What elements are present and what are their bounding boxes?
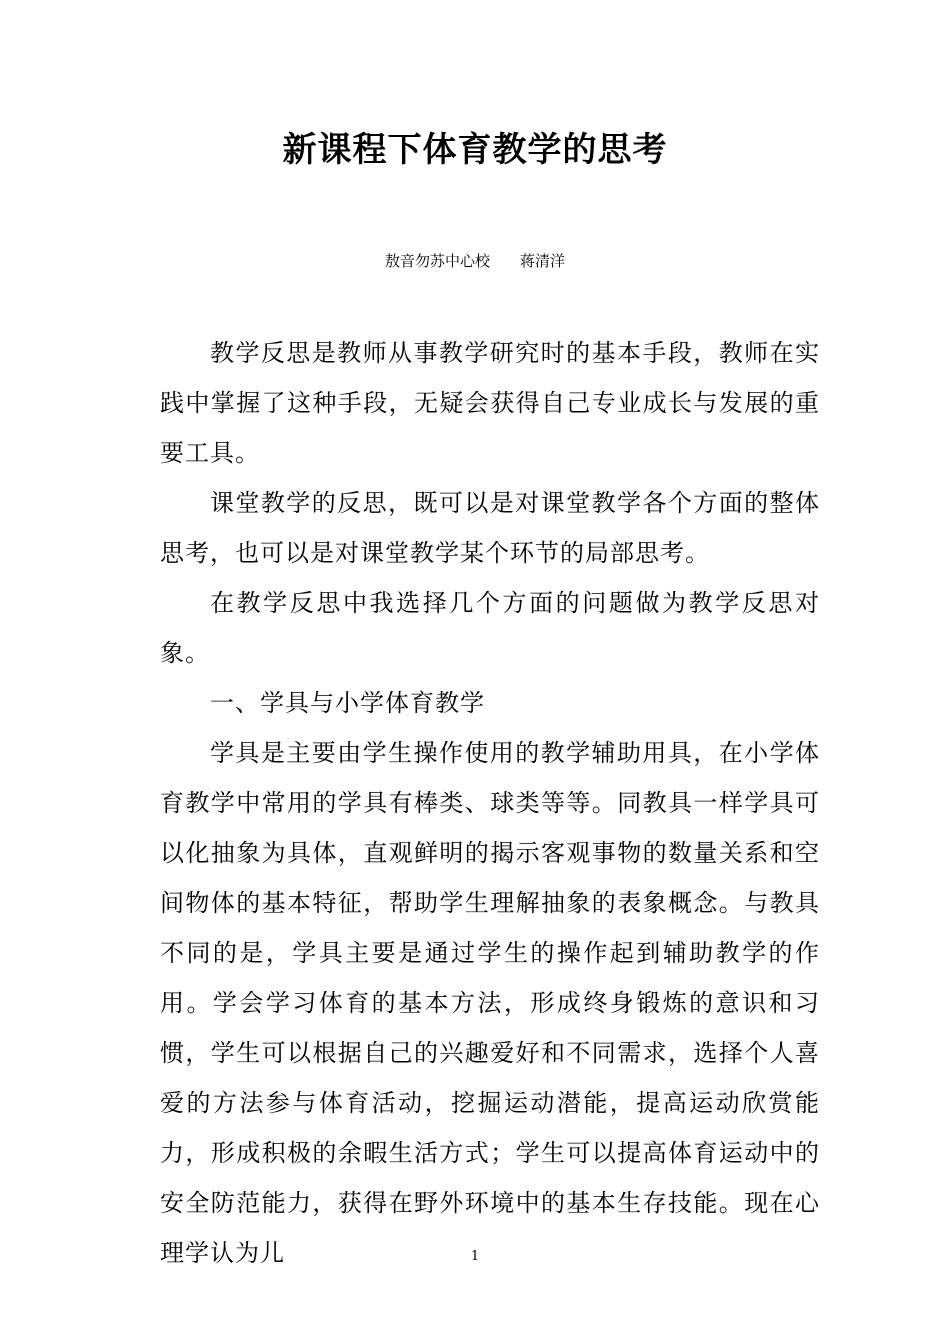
paragraph: 学具是主要由学生操作使用的教学辅助用具，在小学体育教学中常用的学具有棒类、球类等等。同教具一样学具可以化抽象为具体，直观鲜明的揭示客观事物的数量关系和空间物体的基本特征，帮助学生理解抽象的表象概念。与教具不同的是，学具主要是通过学生的操作起到辅助教学的作用。学会学习体育的基本方法，形成终身锻炼的意识和习惯，学生可以根据自己的兴趣爱好和不同需求，选择个人喜爱的方法参与体育活动，挖掘运动潜能，提高运动欣赏能力，形成积极的余暇生活方式；学生可以提高体育运动中的安全防范能力，获得在野外环境中的基本生存技能。现在心理学认为儿 (160, 739, 820, 1267)
byline-author: 蒋清洋 (520, 252, 566, 270)
section-heading: 一、学具与小学体育教学 (210, 689, 485, 717)
document-body (160, 328, 820, 1278)
paragraph: 在教学反思中我选择几个方面的问题做为教学反思对象。 (160, 589, 820, 667)
document-title: 新课程下体育教学的思考 (282, 130, 668, 170)
byline-school: 敖音勿苏中心校 (384, 252, 490, 270)
paragraph: 教学反思是教师从事教学研究时的基本手段，教师在实践中掌握了这种手段，无疑会获得自己专业成长与发展的重要工具。 (160, 339, 820, 467)
byline (0, 250, 950, 272)
paragraph: 课堂教学的反思，既可以是对课堂教学各个方面的整体思考，也可以是对课堂教学某个环节的局部思考。 (160, 489, 820, 567)
page-number: 1 (470, 1249, 480, 1264)
